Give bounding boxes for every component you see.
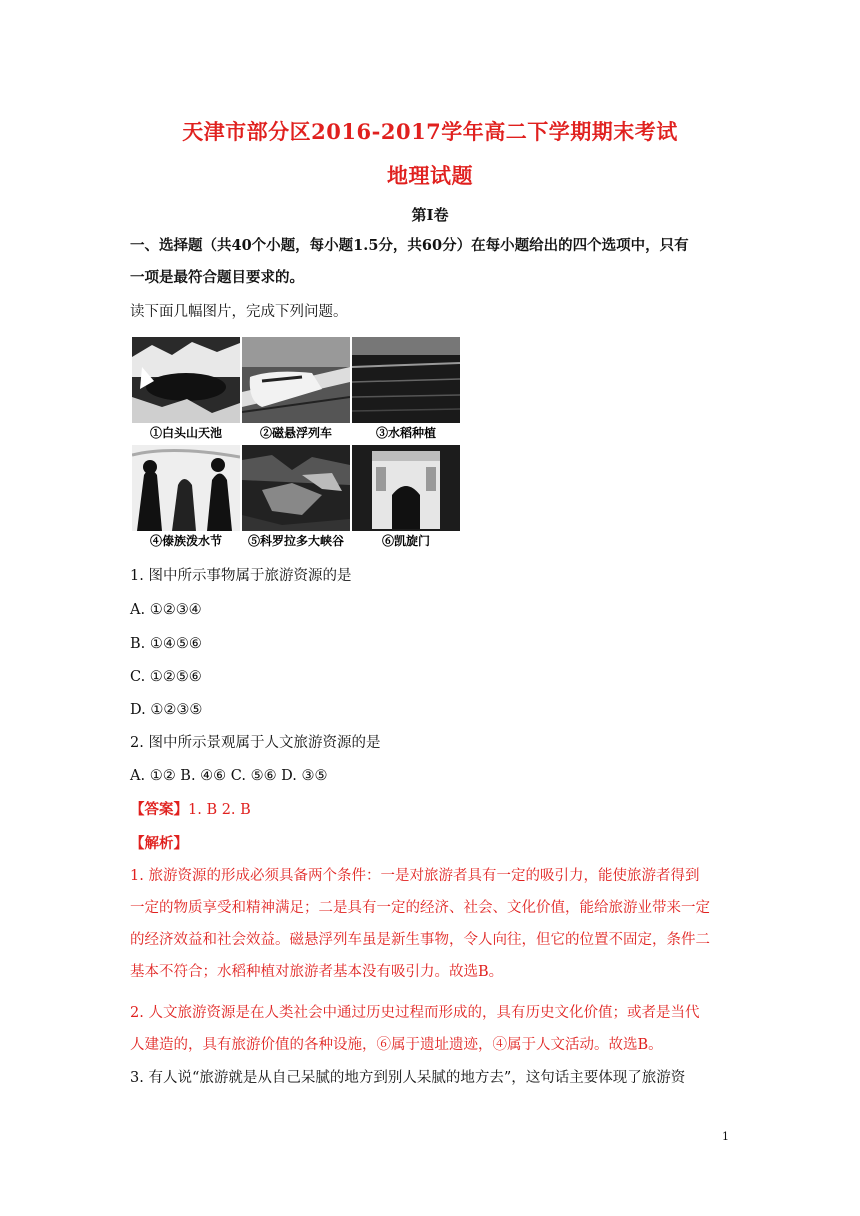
question-2-options: A. ①② B. ④⑥ C. ⑤⑥ D. ③⑤ (130, 768, 328, 784)
explanation-2-line1: 2. 人文旅游资源是在人类社会中通过历史过程而形成的，具有历史文化价值；或者是当代 (130, 1005, 700, 1021)
section-instruction-line2: 一项是最符合题目要求的。 (130, 269, 304, 286)
photo-tianchi (132, 337, 240, 423)
explanation-1-line1: 1. 旅游资源的形成必须具备两个条件：一是对旅游者具有一定的吸引力，能使旅游者得到 (130, 868, 700, 884)
photo-figure (130, 335, 460, 551)
answer-label: 【答案】 (130, 801, 188, 818)
page-number: 1 (722, 1130, 729, 1143)
explanation-1-line2: 一定的物质享受和精神满足；二是具有一定的经济、社会、文化价值，能给旅游业带来一定 (130, 900, 710, 916)
caption-4: ④傣族泼水节 (149, 534, 222, 548)
caption-6: ⑥凯旋门 (381, 534, 430, 548)
question-3-stem: 3. 有人说“旅游就是从自己呆腻的地方到别人呆腻的地方去”，这句话主要体现了旅游资 (130, 1070, 686, 1086)
question-1-stem: 1. 图中所示事物属于旅游资源的是 (130, 568, 352, 584)
answer-line (130, 800, 730, 820)
explanation-2-line2: 人建造的，具有旅游价值的各种设施，⑥属于遗址遗迹，④属于人文活动。故选B。 (130, 1037, 663, 1053)
answer-text: 1. B 2. B (188, 802, 251, 818)
question-1-option-c: C. ①②⑤⑥ (130, 669, 202, 685)
subject-title: 地理试题 (387, 163, 473, 188)
photo-maglev (242, 337, 350, 423)
section-instruction-line1: 一、选择题（共40个小题，每小题1.5分，共60分）在每小题给出的四个选项中，只有 (130, 237, 689, 254)
volume-heading: 第I卷 (411, 206, 449, 224)
question-2-stem: 2. 图中所示景观属于人文旅游资源的是 (130, 735, 381, 751)
photo-arc-de-triomphe (352, 445, 460, 531)
caption-2: ②磁悬浮列车 (259, 426, 332, 440)
caption-5: ⑤科罗拉多大峡谷 (247, 534, 344, 548)
photo-water-festival (132, 445, 240, 531)
caption-1: ①白头山天池 (149, 426, 222, 440)
photo-grand-canyon (242, 445, 350, 531)
question-1-option-a: A. ①②③④ (130, 602, 202, 618)
question-1-option-d: D. ①②③⑤ (130, 702, 203, 718)
exam-title: 天津市部分区2016-2017学年高二下学期期末考试 (182, 119, 678, 144)
photo-rice (352, 337, 460, 423)
explanation-1-line3: 的经济效益和社会效益。磁悬浮列车虽是新生事物，令人向往，但它的位置不固定，条件二 (130, 932, 710, 948)
question-1-option-b: B. ①④⑤⑥ (130, 636, 202, 652)
question-intro: 读下面几幅图片，完成下列问题。 (130, 304, 348, 320)
caption-3: ③水稻种植 (375, 426, 436, 440)
analysis-label: 【解析】 (130, 835, 188, 852)
explanation-1-line4: 基本不符合；水稻种植对旅游者基本没有吸引力。故选B。 (130, 964, 504, 980)
